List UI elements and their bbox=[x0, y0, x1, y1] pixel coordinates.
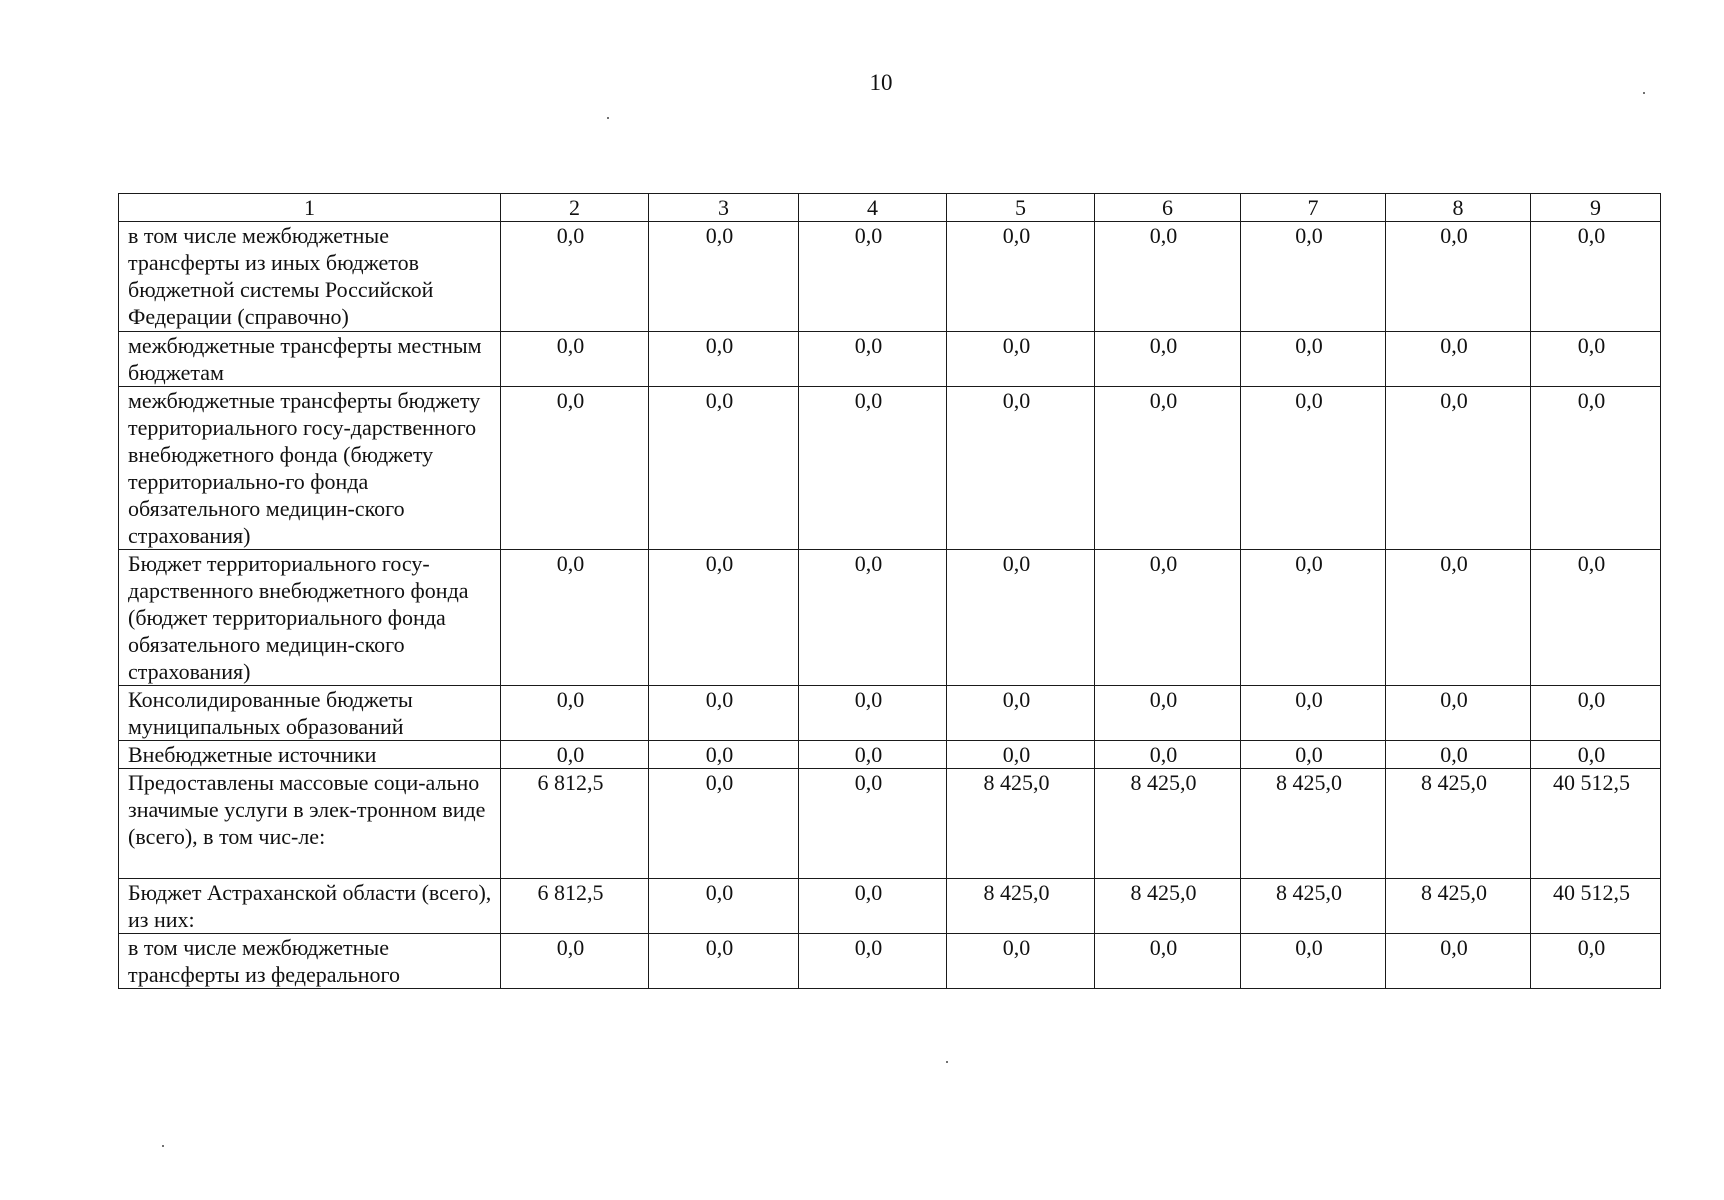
column-header: 1 bbox=[119, 194, 501, 222]
table-cell bbox=[501, 222, 649, 332]
table-row bbox=[119, 332, 1661, 387]
table-row bbox=[119, 934, 1661, 989]
table-cell bbox=[501, 332, 649, 387]
column-header: 5 bbox=[947, 194, 1095, 222]
table-cell bbox=[1386, 387, 1531, 550]
cell-value: 8 425,0 bbox=[1276, 770, 1342, 795]
table-cell bbox=[649, 934, 799, 989]
table-cell bbox=[649, 686, 799, 741]
table-cell bbox=[1241, 222, 1386, 332]
cell-value: 6 812,5 bbox=[537, 880, 604, 905]
table-cell bbox=[799, 550, 947, 686]
cell-value: 0,0 bbox=[705, 770, 734, 795]
table-cell bbox=[501, 550, 649, 686]
table-cell bbox=[1241, 934, 1386, 989]
table-cell bbox=[1241, 741, 1386, 769]
table-cell bbox=[649, 222, 799, 332]
table-cell bbox=[1531, 332, 1661, 387]
cell-value: 0,0 bbox=[854, 935, 883, 960]
cell-value: 40 512,5 bbox=[1553, 880, 1630, 905]
cell-value: 0,0 bbox=[1577, 388, 1606, 413]
column-header: 9 bbox=[1531, 194, 1661, 222]
column-header: 6 bbox=[1095, 194, 1241, 222]
table-cell bbox=[1095, 222, 1241, 332]
cell-value: 0,0 bbox=[1577, 742, 1606, 767]
cell-value: 0,0 bbox=[854, 687, 883, 712]
table-row bbox=[119, 879, 1661, 934]
column-header: 2 bbox=[501, 194, 649, 222]
table-row bbox=[119, 222, 1661, 332]
table-row bbox=[119, 686, 1661, 741]
scan-speck bbox=[1643, 92, 1645, 94]
cell-value: 6 812,5 bbox=[537, 770, 604, 795]
scan-speck bbox=[162, 1145, 164, 1147]
table-cell bbox=[649, 387, 799, 550]
table-cell bbox=[1386, 550, 1531, 686]
cell-value: 0,0 bbox=[854, 223, 883, 248]
table-cell bbox=[501, 934, 649, 989]
table-row bbox=[119, 741, 1661, 769]
cell-value: 0,0 bbox=[705, 551, 734, 576]
row-label: в том числе межбюджетные трансферты из иных бюджетов бюджетной системы Российской Федерации (справочно) bbox=[119, 222, 501, 332]
cell-value: 0,0 bbox=[1440, 223, 1468, 248]
cell-value: 0,0 bbox=[556, 333, 585, 358]
table-cell bbox=[1095, 741, 1241, 769]
table-cell bbox=[1241, 686, 1386, 741]
table-cell bbox=[947, 934, 1095, 989]
cell-value: 0,0 bbox=[1577, 551, 1606, 576]
table-cell bbox=[1095, 387, 1241, 550]
table-row bbox=[119, 550, 1661, 686]
table-cell bbox=[947, 686, 1095, 741]
cell-value: 8 425,0 bbox=[1276, 880, 1342, 905]
cell-value: 8 425,0 bbox=[1130, 880, 1197, 905]
cell-value: 0,0 bbox=[854, 770, 883, 795]
table-cell bbox=[1531, 934, 1661, 989]
table-cell bbox=[947, 879, 1095, 934]
table-cell bbox=[1531, 550, 1661, 686]
cell-value: 0,0 bbox=[556, 388, 585, 413]
cell-value: 0,0 bbox=[1577, 687, 1606, 712]
header-row bbox=[119, 194, 1661, 222]
table-cell bbox=[799, 332, 947, 387]
row-label: Консолидированные бюджеты муниципальных образований bbox=[119, 686, 501, 741]
cell-value: 0,0 bbox=[556, 687, 585, 712]
table-row bbox=[119, 769, 1661, 879]
cell-value: 0,0 bbox=[1002, 935, 1031, 960]
scan-speck bbox=[946, 1061, 948, 1063]
cell-value: 0,0 bbox=[705, 880, 734, 905]
table-cell bbox=[947, 769, 1095, 879]
cell-value: 0,0 bbox=[1440, 935, 1468, 960]
table-cell bbox=[501, 741, 649, 769]
table-cell bbox=[947, 222, 1095, 332]
table-cell bbox=[649, 741, 799, 769]
column-header: 4 bbox=[799, 194, 947, 222]
column-header: 8 bbox=[1386, 194, 1531, 222]
budget-table bbox=[118, 193, 1661, 989]
cell-value: 0,0 bbox=[1002, 333, 1031, 358]
cell-value: 0,0 bbox=[705, 742, 734, 767]
table-cell bbox=[1241, 769, 1386, 879]
table-cell bbox=[501, 879, 649, 934]
cell-value: 0,0 bbox=[1149, 223, 1178, 248]
cell-value: 0,0 bbox=[1440, 551, 1468, 576]
cell-value: 0,0 bbox=[705, 333, 734, 358]
cell-value: 0,0 bbox=[1149, 687, 1178, 712]
cell-value: 0,0 bbox=[854, 333, 883, 358]
table-cell bbox=[799, 769, 947, 879]
table-cell bbox=[1386, 879, 1531, 934]
cell-value: 0,0 bbox=[1149, 935, 1178, 960]
table-cell bbox=[1241, 879, 1386, 934]
table-cell bbox=[799, 934, 947, 989]
scan-speck bbox=[607, 117, 609, 119]
cell-value: 0,0 bbox=[854, 551, 883, 576]
cell-value: 0,0 bbox=[1295, 223, 1323, 248]
table-cell bbox=[1095, 769, 1241, 879]
table-cell bbox=[1531, 222, 1661, 332]
cell-value: 0,0 bbox=[1577, 935, 1606, 960]
table-cell bbox=[1095, 686, 1241, 741]
cell-value: 0,0 bbox=[1002, 551, 1031, 576]
cell-value: 0,0 bbox=[1440, 687, 1468, 712]
table-cell bbox=[501, 686, 649, 741]
table-cell bbox=[1531, 879, 1661, 934]
table-cell bbox=[1386, 332, 1531, 387]
table-cell bbox=[649, 879, 799, 934]
cell-value: 0,0 bbox=[1002, 223, 1031, 248]
cell-value: 0,0 bbox=[1295, 687, 1323, 712]
cell-value: 0,0 bbox=[1149, 333, 1178, 358]
cell-value: 0,0 bbox=[1577, 333, 1606, 358]
row-label: межбюджетные трансферты местным бюджетам bbox=[119, 332, 501, 387]
table-cell bbox=[501, 387, 649, 550]
table-cell bbox=[649, 550, 799, 686]
table-cell bbox=[1386, 741, 1531, 769]
cell-value: 0,0 bbox=[1295, 935, 1323, 960]
column-header: 3 bbox=[649, 194, 799, 222]
table-cell bbox=[1241, 550, 1386, 686]
cell-value: 0,0 bbox=[1149, 388, 1178, 413]
table-cell bbox=[1095, 879, 1241, 934]
cell-value: 0,0 bbox=[1002, 742, 1031, 767]
table-cell bbox=[649, 769, 799, 879]
table-cell bbox=[1095, 934, 1241, 989]
row-label: Внебюджетные источники bbox=[119, 741, 501, 769]
table-cell bbox=[1386, 686, 1531, 741]
table-cell bbox=[1241, 387, 1386, 550]
table-cell bbox=[799, 879, 947, 934]
cell-value: 0,0 bbox=[556, 742, 585, 767]
table-cell bbox=[947, 741, 1095, 769]
cell-value: 40 512,5 bbox=[1553, 770, 1630, 795]
cell-value: 0,0 bbox=[854, 388, 883, 413]
table-cell bbox=[1386, 222, 1531, 332]
table-cell bbox=[1095, 332, 1241, 387]
table-cell bbox=[1531, 769, 1661, 879]
row-label: Бюджет территориального госу-дарственного внебюджетного фонда (бюджет территориального фонда обязательного медицин-ского страхования) bbox=[119, 550, 501, 686]
cell-value: 0,0 bbox=[1149, 742, 1178, 767]
cell-value: 0,0 bbox=[854, 742, 883, 767]
table-cell bbox=[1386, 769, 1531, 879]
cell-value: 0,0 bbox=[705, 687, 734, 712]
table-cell bbox=[799, 222, 947, 332]
row-label: межбюджетные трансферты бюджету территориального госу-дарственного внебюджетного фонда (бюджету территориально-го фонда обязательного медицин-ского страхования) bbox=[119, 387, 501, 550]
table-cell bbox=[1241, 332, 1386, 387]
cell-value: 0,0 bbox=[1295, 551, 1323, 576]
cell-value: 8 425,0 bbox=[1421, 880, 1487, 905]
cell-value: 0,0 bbox=[1002, 388, 1031, 413]
cell-value: 0,0 bbox=[1295, 388, 1323, 413]
cell-value: 0,0 bbox=[1440, 742, 1468, 767]
cell-value: 8 425,0 bbox=[983, 880, 1050, 905]
cell-value: 0,0 bbox=[705, 388, 734, 413]
cell-value: 8 425,0 bbox=[1130, 770, 1197, 795]
cell-value: 0,0 bbox=[1577, 223, 1606, 248]
table-cell bbox=[649, 332, 799, 387]
table-cell bbox=[1531, 741, 1661, 769]
table-cell bbox=[799, 741, 947, 769]
cell-value: 0,0 bbox=[1440, 333, 1468, 358]
table-cell bbox=[947, 550, 1095, 686]
table-cell bbox=[1386, 934, 1531, 989]
cell-value: 0,0 bbox=[854, 880, 883, 905]
cell-value: 0,0 bbox=[1295, 742, 1323, 767]
row-label: в том числе межбюджетные трансферты из федерального bbox=[119, 934, 501, 989]
cell-value: 0,0 bbox=[1440, 388, 1468, 413]
table-cell bbox=[1531, 686, 1661, 741]
column-header: 7 bbox=[1241, 194, 1386, 222]
row-label: Бюджет Астраханской области (всего), из них: bbox=[119, 879, 501, 934]
table-cell bbox=[799, 387, 947, 550]
table-cell bbox=[1531, 387, 1661, 550]
cell-value: 0,0 bbox=[1002, 687, 1031, 712]
cell-value: 0,0 bbox=[556, 223, 585, 248]
page-number: 10 bbox=[869, 70, 893, 95]
cell-value: 8 425,0 bbox=[983, 770, 1050, 795]
cell-value: 0,0 bbox=[705, 935, 734, 960]
cell-value: 0,0 bbox=[705, 223, 734, 248]
cell-value: 0,0 bbox=[556, 935, 585, 960]
table-cell bbox=[1095, 550, 1241, 686]
table-cell bbox=[947, 387, 1095, 550]
table-row bbox=[119, 387, 1661, 550]
cell-value: 0,0 bbox=[556, 551, 585, 576]
table-cell bbox=[799, 686, 947, 741]
cell-value: 0,0 bbox=[1295, 333, 1323, 358]
cell-value: 8 425,0 bbox=[1421, 770, 1487, 795]
cell-value: 0,0 bbox=[1149, 551, 1178, 576]
row-label: Предоставлены массовые соци-ально значимые услуги в элек-тронном виде (всего), в том чис-ле: bbox=[119, 769, 501, 879]
table-cell bbox=[947, 332, 1095, 387]
table-cell bbox=[501, 769, 649, 879]
